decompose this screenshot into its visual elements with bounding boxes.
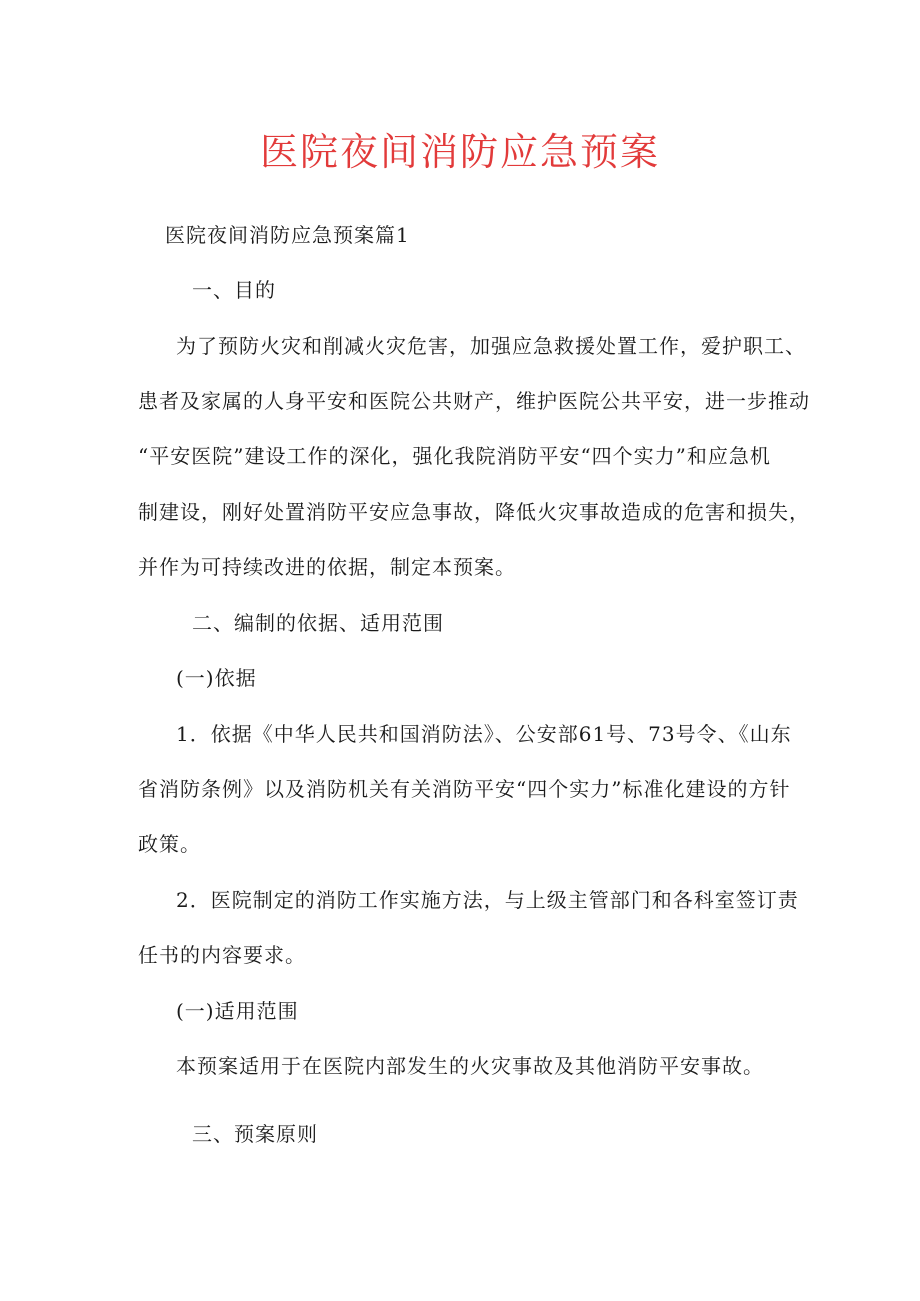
paragraph-line: 本预案适用于在医院内部发生的火灾事故及其他消防平安事故。 [176, 1054, 764, 1078]
paragraph-line: “平安医院”建设工作的深化，强化我院消防平安“四个实力”和应急机 [138, 444, 771, 468]
paragraph-line: 政策。 [138, 832, 201, 856]
paragraph-line: 为了预防火灾和削减火灾危害，加强应急救援处置工作，爱护职工、 [176, 334, 806, 358]
paragraph-line: 任书的内容要求。 [138, 943, 306, 967]
subheading-scope: (一)适用范围 [176, 999, 299, 1023]
section-heading-part1: 医院夜间消防应急预案篇1 [165, 223, 410, 247]
paragraph-line: 患者及家属的人身平安和医院公共财产，维护医院公共平安，进一步推动 [138, 389, 810, 413]
paragraph-line: 省消防条例》以及消防机关有关消防平安“四个实力”标准化建设的方针 [138, 777, 791, 801]
heading-basis-scope: 二、编制的依据、适用范围 [192, 611, 444, 635]
paragraph-line: 制建设，刚好处置消防平安应急事故，降低火灾事故造成的危害和损失， [138, 500, 810, 524]
paragraph-line: 2．医院制定的消防工作实施方法，与上级主管部门和各科室签订责 [176, 888, 799, 912]
document-title: 医院夜间消防应急预案 [259, 130, 660, 174]
heading-principles: 三、预案原则 [192, 1122, 318, 1146]
heading-purpose: 一、目的 [192, 278, 276, 302]
paragraph-line: 1．依据《中华人民共和国消防法》、公安部61号、73号令、《山东 [176, 722, 792, 746]
paragraph-line: 并作为可持续改进的依据，制定本预案。 [138, 555, 516, 579]
subheading-basis: (一)依据 [176, 666, 257, 690]
